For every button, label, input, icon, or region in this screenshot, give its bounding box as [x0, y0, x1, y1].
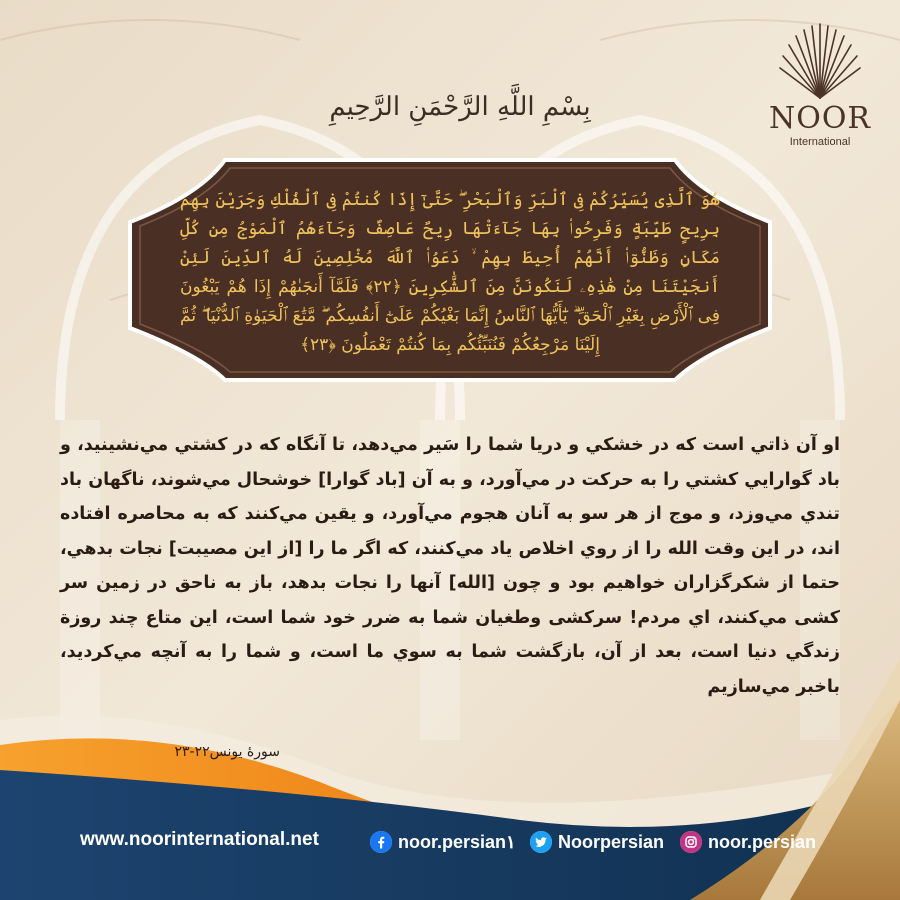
twitter-link[interactable] — [530, 829, 664, 855]
facebook-icon — [370, 831, 392, 853]
instagram-link[interactable] — [680, 829, 816, 855]
basmala: بِسْمِ اللَّهِ الرَّحْمَنِ الرَّحِيمِ — [329, 92, 591, 122]
footer — [0, 825, 900, 859]
verse-source: سورۀ یونس۲۲-۲۳ — [174, 744, 280, 760]
twitter-handle: Noorpersian — [558, 831, 665, 852]
twitter-icon — [530, 831, 552, 853]
facebook-link[interactable] — [370, 829, 516, 855]
verse-translation: او آن ذاتي است كه در خشكي و دريا شما را سَير مي‌دهد، تا آنگاه كه در كشتي مي‌نشينيد، و باد گوارايي كشتي را به حركت در مي‌آورد، و به آن [باد گوارا] خوشحال مي‌شوند، ناگهان باد تندي مي‌وزد، و موج از هر سو به آنان هجوم مي‌آورد، و يقين مي‌كنند كه به محاصره افتاده اند، در اين وقت الله را از روي اخلاص ياد مي‌كنند، كه اگر ما را [از اين مصيبت] نجات بدهي، حتما از شكرگزاران خواهيم بود و چون [الله] آنها را نجات بدهد، باز به ناحق در زمين سر كشى مي‌كنند، اي مردم! سركشى وطغيان شما به ضرر خود شما است، اين متاع چند روزة زندگي دنيا است، بعد از آن، بازگشت شما به سوي ما است، و شما را به آنچه مي‌كرديد، باخبر مي‌سازيم — [60, 435, 840, 697]
instagram-icon — [680, 831, 702, 853]
website-link[interactable]: www.noorinternational.net — [80, 829, 319, 850]
logo-subtitle: International — [789, 136, 851, 148]
logo-name: NOOR — [768, 101, 872, 136]
facebook-handle: noor.persian١ — [398, 831, 516, 852]
instagram-handle: noor.persian — [708, 831, 817, 852]
verse-arabic: هُوَ ٱلَّذِى يُسَيِّرُكُمْ فِى ٱلْبَرِّ وَٱلْبَحْرِ ۖ حَتَّىٰٓ إِذَا كُنتُمْ فِى ٱلْفُلْكِ وَجَرَيْنَ بِهِم بِرِيحٍ طَيِّبَةٍ وَفَرِحُوا۟ بِهَا جَآءَتْهَا رِيحٌ عَاصِفٌ وَجَآءَهُمُ ٱلْمَوْجُ مِن كُلِّ مَكَانٍ وَظَنُّوٓا۟ أَنَّهُمْ أُحِيطَ بِهِمْ ۙ دَعَوُا۟ ٱللَّهَ مُخْلِصِينَ لَهُ ٱلدِّينَ لَئِنْ أَنجَيْتَنَا مِنْ هَٰذِهِۦ لَنَكُونَنَّ مِنَ ٱلشَّٰكِرِينَ ﴿٢٢﴾ فَلَمَّآ أَنجَىٰهُمْ إِذَا هُمْ يَبْغُونَ فِى ٱلْأَرْضِ بِغَيْرِ ٱلْحَقِّ ۗ يَٰٓأَيُّهَا ٱلنَّاسُ إِنَّمَا بَغْيُكُمْ عَلَىٰٓ أَنفُسِكُم ۖ مَّتَٰعَ ٱلْحَيَوٰةِ ٱلدُّنْيَا ۖ ثُمَّ إِلَيْنَا مَرْجِعُكُمْ فَنُنَبِّئُكُم بِمَا كُنتُمْ تَعْمَلُونَ ﴿٢٣﴾ — [180, 190, 720, 355]
